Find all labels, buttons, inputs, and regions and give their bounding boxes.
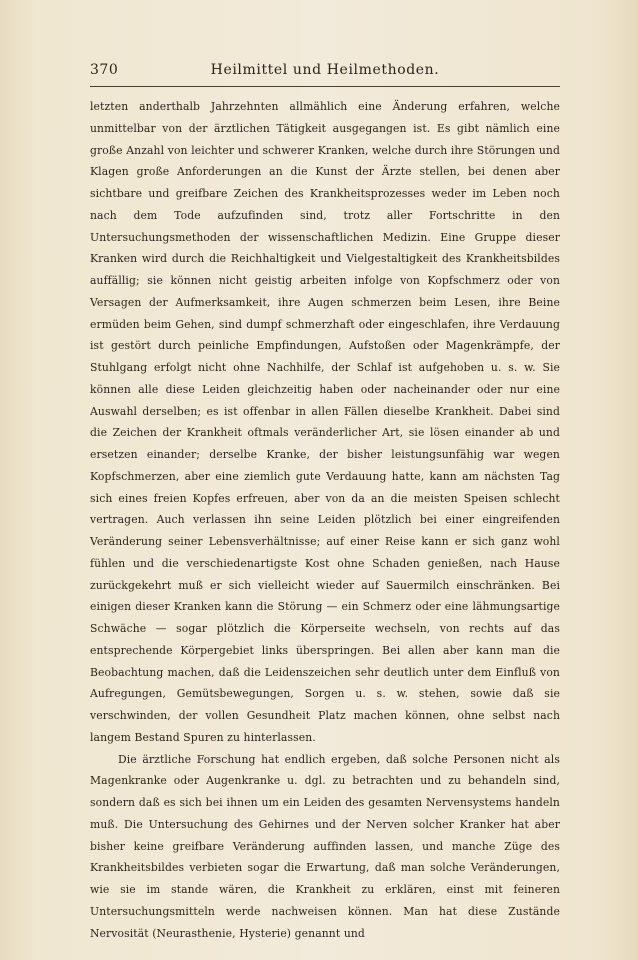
header-rule [90, 86, 560, 87]
body-text [90, 96, 560, 944]
paragraph-1: letzten anderthalb Jahrzehnten allmählich eine Änderung erfahren, welche unmittelbar von der ärztlichen Tätigkeit ausgegangen ist. Es gibt nämlich eine große Anzahl von leichter und schwerer Kranken, welche durch ihre Störungen und Klagen große Anforderungen an die Kunst der Ärzte stellen, bei denen aber sichtbare und greifbare Zeichen des Krankheitsprozesses weder im Leben noch nach dem Tode aufzufinden sind, trotz aller Fortschritte in den Untersuchungsmethoden der wissenschaftlichen Medizin. Eine Gruppe dieser Kranken wird durch die Reichhaltigkeit und Vielgestaltigkeit des Krankheitsbildes auffällig; sie können nicht geistig arbeiten infolge von Kopfschmerz oder von Versagen der Aufmerksamkeit, ihre Augen schmerzen beim Lesen, ihre Beine ermüden beim Gehen, sind dumpf schmerzhaft oder eingeschlafen, ihre Verdauung ist gestört durch peinliche Empfindungen, Aufstoßen oder Magenkrämpfe, der Stuhlgang erfolgt nicht ohne Nachhilfe, der Schlaf ist aufgehoben u. s. w. Sie können alle diese Leiden gleichzeitig haben oder nacheinander oder nur eine Auswahl derselben; es ist offenbar in allen Fällen dieselbe Krankheit. Dabei sind die Zeichen der Krankheit oftmals veränderlicher Art, sie lösen einander ab und ersetzen einander; derselbe Kranke, der bisher leistungsunfähig war wegen Kopfschmerzen, aber eine ziemlich gute Verdauung hatte, kann am nächsten Tag sich eines freien Kopfes erfreuen, aber von da an die meisten Speisen schlecht vertragen. Auch verlassen ihn seine Leiden plötzlich bei einer eingreifenden Veränderung seiner Lebensverhältnisse; auf einer Reise kann er sich ganz wohl fühlen und die verschiedenartigste Kost ohne Schaden genießen, nach Hause zurückgekehrt muß er sich vielleicht wieder auf Sauermilch einschränken. Bei einigen dieser Kranken kann die Störung — ein Schmerz oder eine lähmungsartige Schwäche — sogar plötzlich die Körperseite wechseln, von rechts auf das entsprechende Körpergebiet links überspringen. Bei allen aber kann man die Beobachtung machen, daß die Leidenszeichen sehr deutlich unter dem Einfluß von Aufregungen, Gemütsbewegungen, Sorgen u. s. w. stehen, sowie daß sie verschwinden, der vollen Gesundheit Platz machen können, ohne selbst nach langem Bestand Spuren zu hinterlassen. [90, 100, 560, 744]
page-number: 370 [90, 62, 119, 78]
running-head-title: Heilmittel und Heilmethoden. [210, 62, 440, 78]
running-head [90, 62, 560, 84]
paragraph-2: Die ärztliche Forschung hat endlich ergeben, daß solche Personen nicht als Magenkranke oder Augenkranke u. dgl. zu betrachten und zu behandeln sind, sondern daß es sich bei ihnen um ein Leiden des gesamten Nervensystems handeln muß. Die Untersuchung des Gehirnes und der Nerven solcher Kranker hat aber bisher keine greifbare Veränderung auffinden lassen, und manche Züge des Krankheitsbildes verbieten sogar die Erwartung, daß man solche Veränderungen, wie sie im stande wären, die Krankheit zu erklären, einst mit feineren Untersuchungsmitteln werde nachweisen können. Man hat diese Zustände Nervosität (Neurasthenie, Hysterie) genannt und [90, 752, 560, 940]
